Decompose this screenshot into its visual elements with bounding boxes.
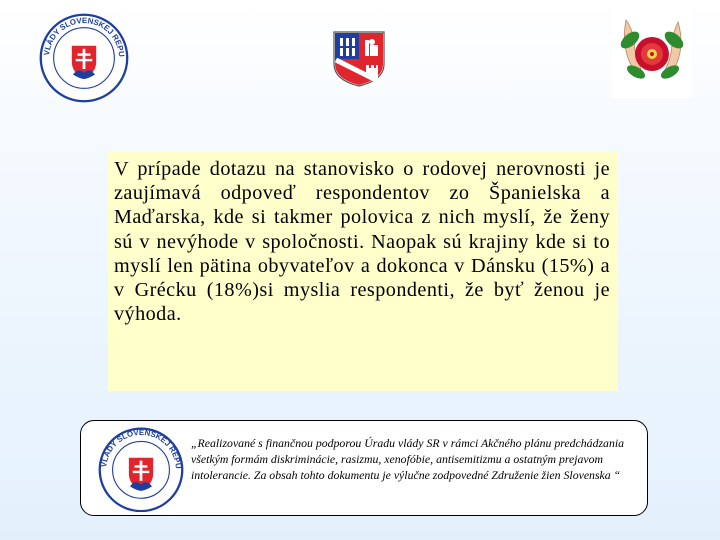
main-text-box (108, 151, 618, 391)
government-seal-logo-small (95, 424, 187, 512)
funding-note-box (80, 420, 648, 516)
government-seal-icon (95, 424, 187, 512)
funding-note-text: „Realizované s finančnou podporou Úradu vlády SR v rámci Akčného plánu predchádzania všetkým formám diskriminácie, rasizmu, xenofóbie, antisemitizmu a ostatným prejavom intolerancie. Za obsah tohto dokumentu je výlučne zodpovedné Združenie žien Slovenska “ (191, 436, 625, 483)
main-paragraph: V prípade dotazu na stanovisko o rodovej nerovnosti je zaujímavá odpoveď respondentov zo Španielska a Maďarska, kde si takmer polovica z nich myslí, že ženy sú v nevýhode v spoločnosti. Naopak sú krajiny kde si to myslí len pätina obyvateľov a dokonca v Dánsku (15%) a v Grécku (18%)si myslia respondenti, že byť ženou je výhoda. (114, 158, 610, 326)
coat-of-arms-icon (332, 30, 386, 88)
svg-text:ÚRAD VLÁDY SLOVENSKEJ REPUBLIK: VLÁDY SLOVENSKEJ REPU (99, 427, 183, 470)
coat-of-arms-logo (332, 30, 386, 88)
association-logo (612, 10, 692, 98)
government-seal-logo (38, 12, 130, 104)
svg-text:ÚRAD VLÁDY SLOVENSKEJ REPUBLIK: VLÁDY SLOVENSKEJ REPU (42, 16, 127, 58)
rose-logo-icon (612, 10, 692, 98)
government-seal-icon (38, 12, 130, 104)
